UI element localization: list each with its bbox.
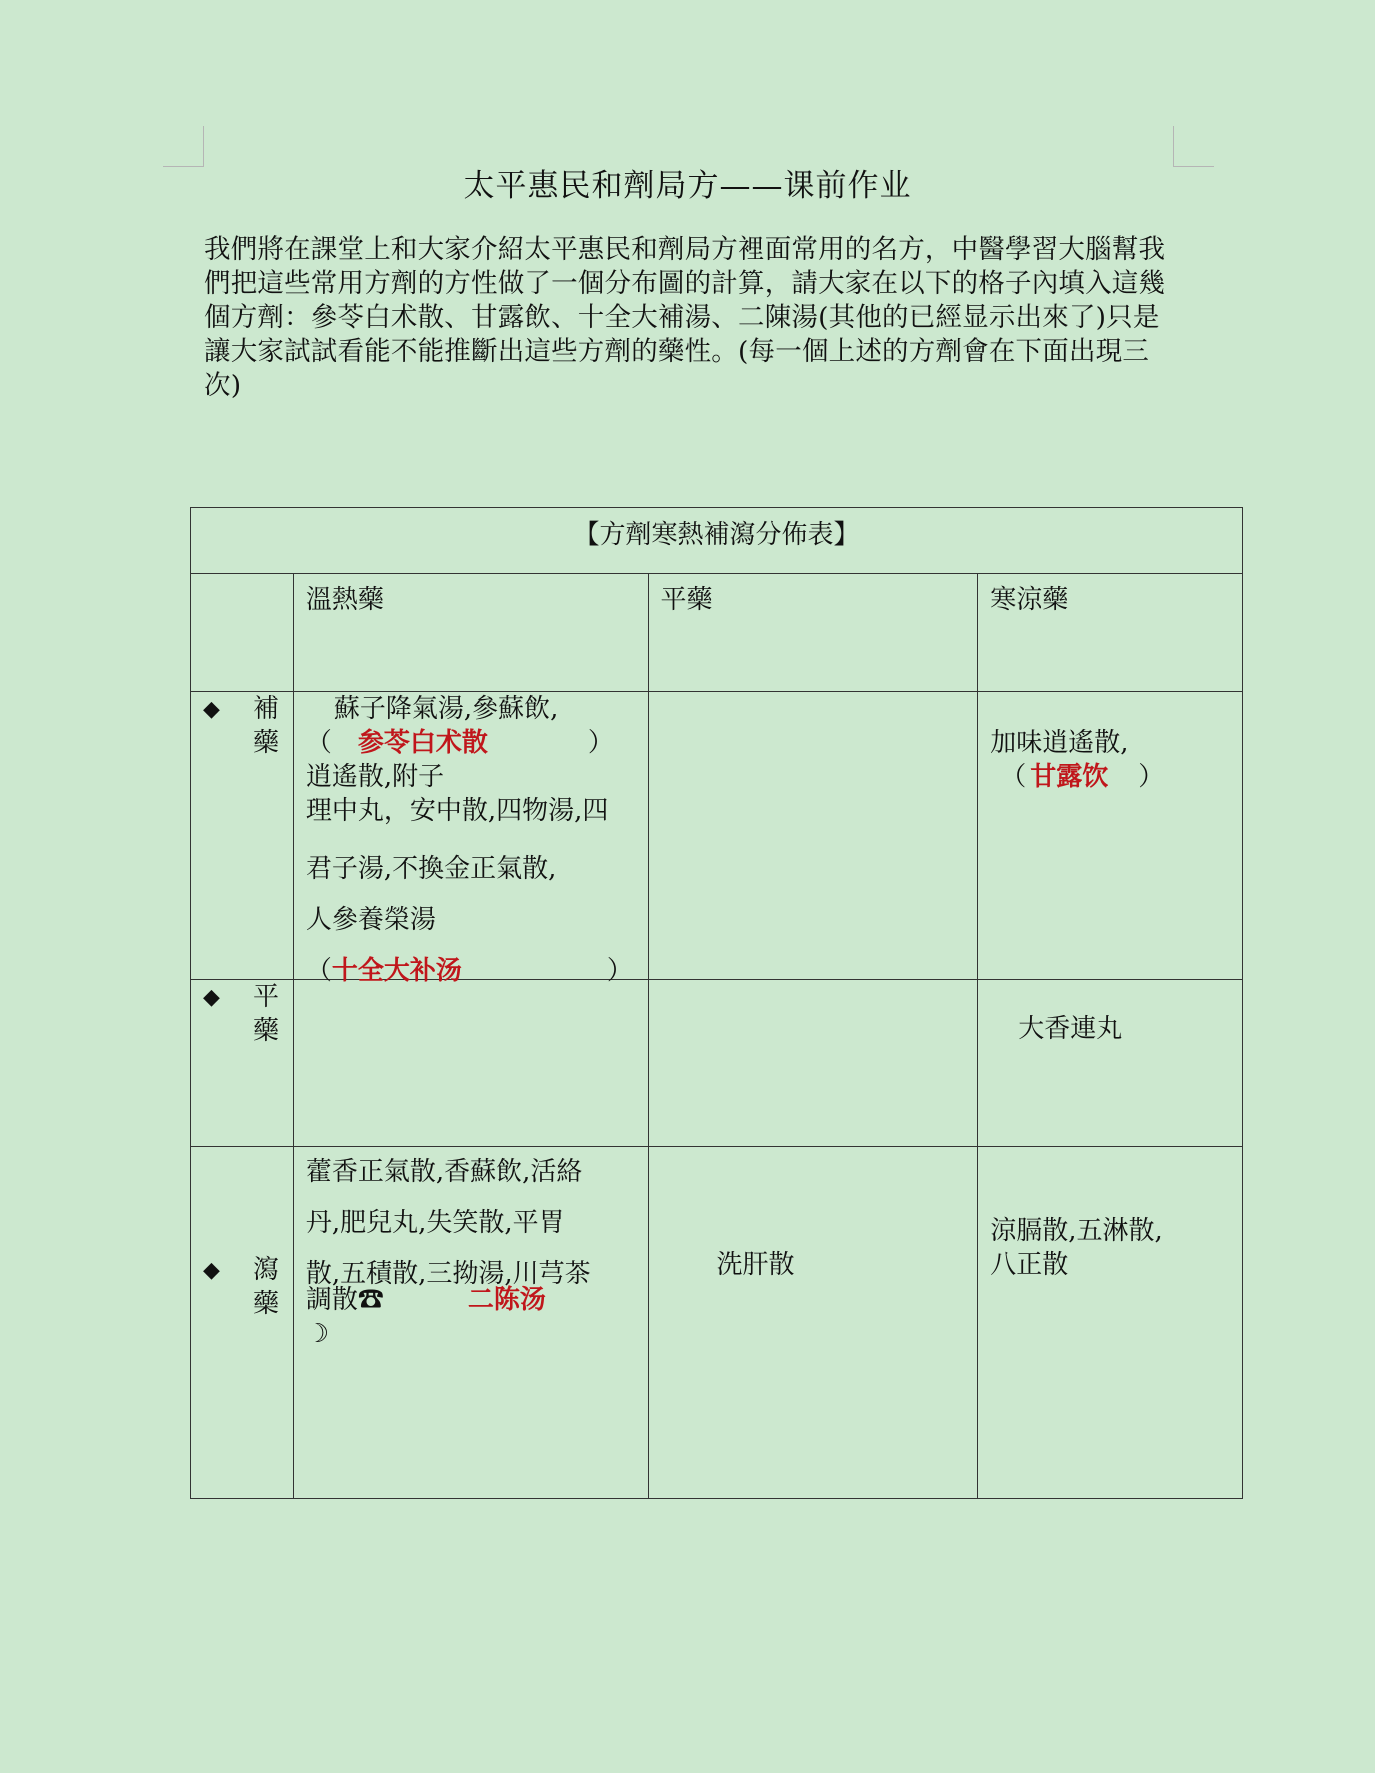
- row-label-char: 瀉: [253, 1255, 280, 1285]
- row-label-char: 藥: [253, 728, 280, 758]
- row-label-char: 平: [253, 982, 280, 1012]
- formula-list-line: 丹,肥兒丸,失笑散,平胃: [305, 1208, 565, 1238]
- header-cold: 寒涼藥: [978, 574, 1243, 692]
- cell-neutral-neutral: [648, 980, 978, 1147]
- table-caption: 【方劑寒熱補瀉分佈表】: [191, 508, 1243, 574]
- answer-shiquan-dabu-tang: 十全大补汤: [331, 956, 462, 986]
- diamond-bullet-icon: ◆: [203, 985, 220, 1010]
- formula-list-line: 蘇子降氣湯,參蘇飲,: [333, 694, 559, 724]
- row-label-neutral: [191, 980, 294, 1147]
- cell-neutral-cold: [978, 980, 1243, 1147]
- cell-purge-neutral: [648, 1147, 978, 1499]
- header-warm: 溫熱藥: [293, 574, 648, 692]
- formula-list-line: 加味逍遙散,: [990, 728, 1129, 758]
- formula-xigan-san: 洗肝散: [716, 1250, 795, 1280]
- row-label-tonify: [191, 692, 294, 980]
- paren-close: ）: [1138, 762, 1165, 792]
- paren-close: ）: [606, 956, 633, 986]
- paren-open: （: [305, 956, 332, 986]
- paren-open: （: [305, 728, 332, 758]
- document-title: 太平惠民和劑局方——课前作业: [463, 168, 912, 204]
- formula-list-line: 散,五積散,三拗湯,川芎茶: [305, 1259, 591, 1289]
- cell-purge-warm: [293, 1147, 648, 1499]
- intro-paragraph: 我們將在課堂上和大家介紹太平惠民和劑局方裡面常用的名方，中醫學習大腦幫我們把這些常用方劑的方性做了一個分布圖的計算，請大家在以下的格子內填入這幾個方劑：參苓白术散、甘露飲、十全大補湯、二陳湯(其他的已經显示出來了)只是讓大家試試看能不能推斷出這些方劑的藥性。(每一個上述的方劑會在下面出現三次): [204, 234, 1166, 401]
- cell-tonify-cold: [978, 692, 1243, 980]
- answer-line: [306, 726, 651, 760]
- cell-tonify-warm: [293, 692, 648, 986]
- answer-ganlu-yin: 甘露饮: [1030, 762, 1109, 792]
- answer-line: [306, 946, 651, 997]
- formula-list-line: 八正散: [990, 1250, 1069, 1280]
- formula-distribution-table: [190, 507, 1243, 1499]
- formula-dachang-lian-wan: 大香連丸: [1018, 1014, 1123, 1044]
- cell-neutral-warm: [293, 980, 648, 1147]
- formula-list-line: 理中丸，安中散,四物湯,四: [305, 796, 609, 826]
- header-empty-cell: [191, 574, 294, 692]
- formula-list-line: 逍遙散,附子: [305, 762, 445, 792]
- cell-tonify-neutral: [648, 692, 978, 980]
- header-neutral: 平藥: [648, 574, 978, 692]
- formula-list-line: 涼膈散,五淋散,: [990, 1216, 1163, 1246]
- row-label-char: 藥: [253, 1289, 280, 1319]
- answer-erchen-tang: 二陈汤: [467, 1285, 546, 1315]
- formula-list-line: 藿香正氣散,香蘇飲,活絡: [305, 1157, 583, 1187]
- answer-line: [990, 760, 1164, 794]
- diamond-bullet-icon: ◆: [203, 1258, 220, 1283]
- paren-open: （: [1000, 762, 1027, 792]
- row-label-char: 補: [253, 694, 280, 724]
- formula-list-line: 調散☎: [305, 1285, 384, 1315]
- formula-list-line: 人參養榮湯: [305, 905, 436, 935]
- diamond-bullet-icon: ◆: [203, 697, 220, 722]
- paren-close: ）: [587, 728, 614, 758]
- moon-symbol-icon: ☽: [305, 1319, 330, 1349]
- answer-shenling-baizhu-san: 参苓白术散: [357, 728, 488, 758]
- row-label-char: 藥: [253, 1016, 280, 1046]
- cell-purge-cold: [978, 1147, 1243, 1499]
- row-label-purge: [191, 1147, 294, 1499]
- formula-list-line: 君子湯,不換金正氣散,: [305, 854, 557, 884]
- answer-line: [306, 1283, 651, 1317]
